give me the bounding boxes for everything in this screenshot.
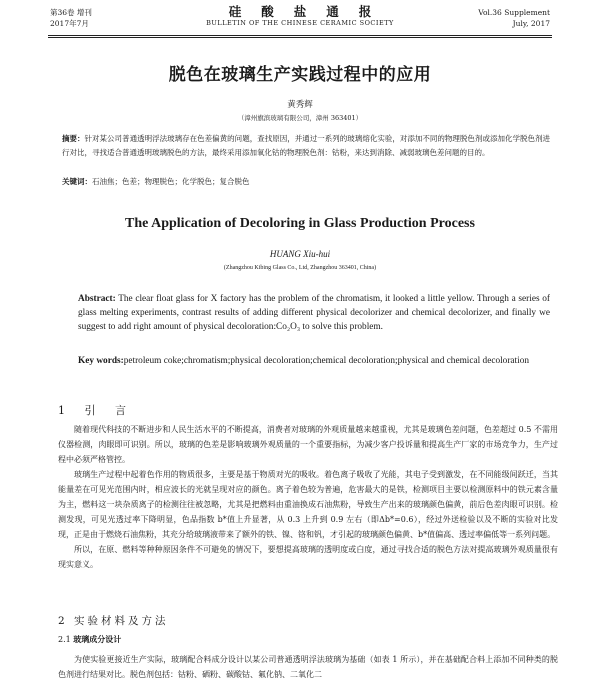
keywords-en [78,354,550,368]
section-2-title: 实验材料及方法 [74,615,169,627]
date-cn: 2017年7月 [50,19,89,28]
subsection-2-1-number: 2.1 [58,635,71,644]
header-right [478,7,550,29]
section-2-number: 2 [58,615,68,627]
subsection-2-1-heading [58,634,121,645]
paper-title-cn: 脱色在玻璃生产实践过程中的应用 [168,65,432,85]
section-1-title: 引 言 [84,404,134,417]
section-1-number: 1 [58,404,73,417]
header-center [48,4,552,28]
paragraph: 玻璃生产过程中起着色作用的物质很多，主要是基于物质对光的吸收。着色离子吸收了光能，其电子受到激发，在不同能级间跃迁，当其能量差在可见光范围内时，相应波长的光就呈现对应的颜色。离子着色较为普遍，危害最大的是铁，检测项目主要以检测原料中的铁元素含量为主，燃料这一块杂质离子的检测往往被忽略，尤其是把燃料由重油换成石油焦粉，导致生产出来的玻璃颜色偏黄，前后色差肉眼可识别。检测发现，可见光透过率下降明显，色品指数 b*值上升显著，从 0.3 上升到 0.9 左右（即Δb*=0.6），经过外送检验以及不断的实验对比发现，正是由于燃烧石油焦粉，其充分给玻璃液带来了额外的铁、镍、铬和钒，才引起的玻璃颜色偏黄、b*值偏高、透过率偏低等一系列问题。 [58,470,558,539]
affiliation-cn: （漳州旗滨玻璃有限公司，漳州 363401） [237,114,363,122]
abstract-en-label: Abstract: [78,294,116,304]
section-1-body [58,422,558,572]
abstract-cn-text: 针对某公司普通透明浮法玻璃存在色差偏黄的问题，查找原因，并通过一系列的玻璃熔化实验，对添加不同的物理脱色剂或添加化学脱色剂进行对比，寻找适合普通透明玻璃脱色的方法，最终采用添加氧化钴的物理脱色剂：钴粉，来达到消除、减弱玻璃色差问题的目的。 [62,134,551,157]
paragraph: 所以，在原、燃料等种种原因条件不可避免的情况下，要想提高玻璃的透明度或白度，通过寻找合适的脱色方法对提高玻璃外观质量很有现实意义。 [58,545,558,569]
keywords-en-label: Key words: [78,356,124,366]
abstract-en [78,292,550,334]
subsection-2-1-title: 玻璃成分设计 [73,635,122,644]
abstract-cn-label: 摘要： [62,134,85,143]
volume-en: Vol.36 Supplement [478,8,550,17]
paper-title-en: The Application of Decoloring in Glass Production Process [125,216,475,231]
author-cn: 黄秀辉 [287,100,313,110]
section-2-body [58,652,558,682]
paragraph: 随着现代科技的不断进步和人民生活水平的不断提高，消费者对玻璃的外观质量越来越重视，尤其是玻璃色差问题，色差超过 0.5 不需用仪器检测，肉眼即可识别。所以，玻璃的色差是影响玻璃外观质量的一个重要指标，为减少客户投诉量和提高生产厂家的市场竞争力，生产过程中必须严格管控。 [58,425,558,464]
section-2-heading [58,613,169,628]
paragraph: 为使实验更接近生产实际，玻璃配合料成分设计以某公司普通透明浮法玻璃为基础（如表 1 所示），并在基础配合料上添加不同种类的脱色剂进行结果对比。脱色剂包括：钴粉、硒粉、碳酸钴、氟化钠、二氧化二 [58,655,558,679]
keywords-cn [62,175,550,189]
author-en: HUANG Xiu-hui [269,249,331,259]
affiliation-en: (Zhangzhou Kibing Glass Co., Ltd, Zhangzhou 363401, China) [223,265,377,271]
header-rule [48,35,552,38]
volume-cn: 第36卷 增刊 [50,8,92,17]
section-1-heading [58,402,134,418]
keywords-cn-text: 石油焦；色差；物理脱色；化学脱色；复合脱色 [92,177,250,186]
date-en: July, 2017 [512,19,550,28]
abstract-cn [62,132,550,160]
abstract-en-text: The clear float glass for X factory has the problem of the chromatism, it looked a little yellow. Through a series of glass melting experiments, contrast results of adding different physical decolorizer and chemical decolorizer, and finally we suggest to add right amount of physical decoloration:Co₂O₃ to solve this problem. [78,294,551,332]
journal-title-en: BULLETIN OF THE CHINESE CERAMIC SOCIETY [206,19,394,27]
journal-title-cn: 硅酸盐通报 [228,4,392,19]
running-header [48,4,552,34]
keywords-en-text: petroleum coke;chromatism;physical decoloration;chemical decoloration;physical and chemical decoloration [123,356,530,366]
keywords-cn-label: 关键词： [62,177,92,186]
